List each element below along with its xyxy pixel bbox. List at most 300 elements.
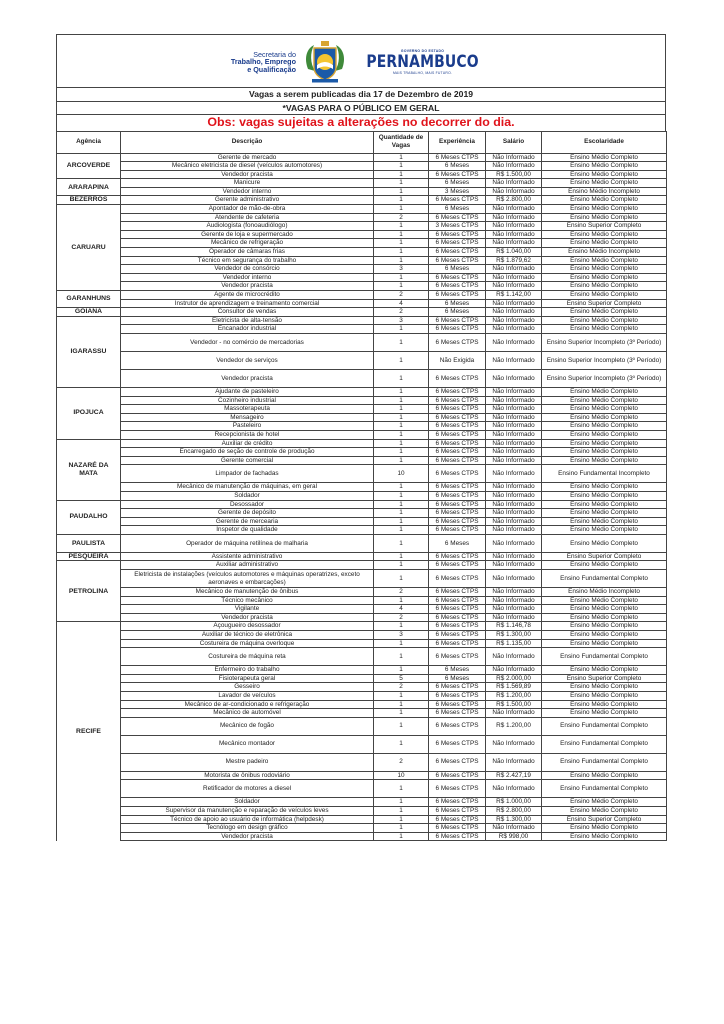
education-cell: Ensino Superior Incompleto (3º Período) — [542, 369, 667, 387]
experience-cell: 6 Meses CTPS — [429, 717, 486, 735]
experience-cell: 6 Meses CTPS — [429, 405, 486, 414]
job-description-cell: Vendedor - no comércio de mercadorias — [121, 333, 374, 351]
education-cell: Ensino Médio Completo — [542, 405, 667, 414]
column-header-escolaridade: Escolaridade — [542, 131, 667, 153]
experience-cell: 6 Meses CTPS — [429, 596, 486, 605]
experience-cell: 6 Meses CTPS — [429, 500, 486, 509]
table-row — [57, 692, 667, 701]
job-description-cell: Apontador de mão-de-obra — [121, 205, 374, 214]
table-row — [57, 674, 667, 683]
job-description-cell: Soldador — [121, 491, 374, 500]
experience-cell: 6 Meses CTPS — [429, 456, 486, 465]
salary-cell: Não Informado — [486, 213, 542, 222]
salary-cell: Não Informado — [486, 666, 542, 675]
job-description-cell: Auxiliar administrativo — [121, 561, 374, 570]
experience-cell: 6 Meses CTPS — [429, 588, 486, 597]
salary-cell: Não Informado — [486, 465, 542, 483]
vacancy-count-cell: 1 — [374, 832, 429, 841]
education-cell: Ensino Fundamental Completo — [542, 753, 667, 771]
vacancy-count-cell: 1 — [374, 717, 429, 735]
job-description-cell: Mecânico de fogão — [121, 717, 374, 735]
vacancy-count-cell: 1 — [374, 709, 429, 718]
salary-cell: Não Informado — [486, 413, 542, 422]
job-description-cell: Costureira de máquina reta — [121, 648, 374, 666]
education-cell: Ensino Médio Completo — [542, 700, 667, 709]
salary-cell: Não Informado — [486, 308, 542, 317]
job-description-cell: Eletricista de instalações (veículos automotores e máquinas operatrizes, exceto aeronaves e embarcações) — [121, 570, 374, 588]
education-cell: Ensino Médio Completo — [542, 325, 667, 334]
salary-cell: R$ 1.146,78 — [486, 622, 542, 631]
table-row — [57, 196, 667, 205]
agency-cell: BEZERROS — [57, 196, 121, 205]
table-row — [57, 333, 667, 351]
secretaria-logo-text — [231, 51, 296, 74]
vacancy-count-cell: 1 — [374, 666, 429, 675]
vacancy-count-cell: 1 — [374, 256, 429, 265]
table-row — [57, 780, 667, 798]
job-description-cell: Cozinheiro industrial — [121, 396, 374, 405]
agency-cell: PAULISTA — [57, 534, 121, 552]
education-cell: Ensino Médio Completo — [542, 430, 667, 439]
table-row — [57, 222, 667, 231]
salary-cell: Não Informado — [486, 605, 542, 614]
vacancy-count-cell: 4 — [374, 605, 429, 614]
agency-cell: CARUARU — [57, 205, 121, 291]
experience-cell: 6 Meses CTPS — [429, 832, 486, 841]
job-description-cell: Gesseiro — [121, 683, 374, 692]
vacancy-count-cell: 2 — [374, 683, 429, 692]
salary-cell: R$ 1.200,00 — [486, 692, 542, 701]
salary-cell: R$ 1.500,00 — [486, 170, 542, 179]
education-cell: Ensino Médio Completo — [542, 456, 667, 465]
education-cell: Ensino Médio Completo — [542, 387, 667, 396]
job-description-cell: Limpador de fachadas — [121, 465, 374, 483]
agency-cell: IGARASSU — [57, 316, 121, 387]
salary-cell: Não Informado — [486, 596, 542, 605]
pernambuco-coat-of-arms-icon — [302, 39, 348, 85]
experience-cell: 6 Meses CTPS — [429, 196, 486, 205]
vacancy-count-cell: 1 — [374, 205, 429, 214]
vacancy-count-cell: 1 — [374, 170, 429, 179]
job-description-cell: Vendedor interno — [121, 273, 374, 282]
vacancies-table — [56, 131, 667, 842]
job-description-cell: Ajudante de pasteleiro — [121, 387, 374, 396]
vacancy-count-cell: 1 — [374, 430, 429, 439]
job-description-cell: Mensageiro — [121, 413, 374, 422]
job-description-cell: Mecânico montador — [121, 735, 374, 753]
salary-cell: R$ 2.000,00 — [486, 674, 542, 683]
education-cell: Ensino Médio Completo — [542, 832, 667, 841]
education-cell: Ensino Médio Completo — [542, 170, 667, 179]
table-row — [57, 683, 667, 692]
job-description-cell: Retificador de motores a diesel — [121, 780, 374, 798]
experience-cell: 6 Meses CTPS — [429, 517, 486, 526]
table-row — [57, 282, 667, 291]
table-row — [57, 308, 667, 317]
education-cell: Ensino Médio Completo — [542, 771, 667, 780]
vacancy-count-cell: 2 — [374, 753, 429, 771]
salary-cell: Não Informado — [486, 500, 542, 509]
table-row — [57, 299, 667, 308]
education-cell: Ensino Médio Completo — [542, 291, 667, 300]
salary-cell: Não Informado — [486, 526, 542, 535]
experience-cell: 6 Meses CTPS — [429, 439, 486, 448]
salary-cell: R$ 2.427,19 — [486, 771, 542, 780]
experience-cell: 6 Meses CTPS — [429, 430, 486, 439]
experience-cell: 6 Meses — [429, 534, 486, 552]
education-cell: Ensino Fundamental Completo — [542, 648, 667, 666]
experience-cell: 6 Meses CTPS — [429, 824, 486, 833]
experience-cell: 6 Meses CTPS — [429, 465, 486, 483]
salary-cell: Não Informado — [486, 552, 542, 561]
experience-cell: 6 Meses CTPS — [429, 692, 486, 701]
table-row — [57, 230, 667, 239]
experience-cell: 3 Meses — [429, 187, 486, 196]
job-description-cell: Auxiliar de crédito — [121, 439, 374, 448]
table-row — [57, 517, 667, 526]
job-description-cell: Vendedor de serviços — [121, 351, 374, 369]
education-cell: Ensino Médio Completo — [542, 509, 667, 518]
salary-cell: Não Informado — [486, 239, 542, 248]
job-description-cell: Inspetor de qualidade — [121, 526, 374, 535]
salary-cell: Não Informado — [486, 273, 542, 282]
table-row — [57, 735, 667, 753]
vacancy-count-cell: 1 — [374, 648, 429, 666]
vacancy-count-cell: 1 — [374, 153, 429, 162]
job-description-cell: Instrutor de aprendizagem e treinamento comercial — [121, 299, 374, 308]
table-row — [57, 179, 667, 188]
experience-cell: 6 Meses CTPS — [429, 552, 486, 561]
table-row — [57, 205, 667, 214]
job-description-cell: Gerente de loja e supermercado — [121, 230, 374, 239]
salary-cell: R$ 1.300,00 — [486, 815, 542, 824]
job-description-cell: Agente de microcrédito — [121, 291, 374, 300]
vacancy-count-cell: 2 — [374, 308, 429, 317]
vacancy-count-cell: 1 — [374, 239, 429, 248]
education-cell: Ensino Médio Completo — [542, 413, 667, 422]
salary-cell: Não Informado — [486, 153, 542, 162]
education-cell: Ensino Médio Completo — [542, 613, 667, 622]
education-cell: Ensino Médio Incompleto — [542, 248, 667, 257]
table-row — [57, 170, 667, 179]
table-header-row — [57, 131, 667, 153]
education-cell: Ensino Médio Completo — [542, 265, 667, 274]
job-description-cell: Mecânico eletricista de diesel (veículos automotores) — [121, 162, 374, 171]
table-row — [57, 413, 667, 422]
table-row — [57, 588, 667, 597]
education-cell: Ensino Superior Completo — [542, 552, 667, 561]
job-description-cell: Manicure — [121, 179, 374, 188]
salary-cell: R$ 1.879,62 — [486, 256, 542, 265]
education-cell: Ensino Médio Completo — [542, 422, 667, 431]
table-row — [57, 631, 667, 640]
salary-cell: Não Informado — [486, 405, 542, 414]
vacancy-count-cell: 1 — [374, 561, 429, 570]
salary-cell: R$ 1.000,00 — [486, 798, 542, 807]
job-description-cell: Costureira de máquina overloque — [121, 639, 374, 648]
vacancy-count-cell: 1 — [374, 230, 429, 239]
salary-cell: R$ 1.142,00 — [486, 291, 542, 300]
salary-cell: Não Informado — [486, 735, 542, 753]
experience-cell: 6 Meses CTPS — [429, 333, 486, 351]
agency-cell: RECIFE — [57, 622, 121, 841]
experience-cell: 6 Meses CTPS — [429, 526, 486, 535]
salary-cell: Não Informado — [486, 282, 542, 291]
education-cell: Ensino Médio Completo — [542, 605, 667, 614]
experience-cell: 6 Meses CTPS — [429, 570, 486, 588]
salary-cell: Não Informado — [486, 316, 542, 325]
salary-cell: R$ 1.300,00 — [486, 631, 542, 640]
governo-pernambuco-logo — [354, 49, 491, 75]
agency-cell: GARANHUNS — [57, 291, 121, 308]
job-description-cell: Mecânico de automóvel — [121, 709, 374, 718]
salary-cell: Não Informado — [486, 534, 542, 552]
vacancy-count-cell: 1 — [374, 780, 429, 798]
document-subtitle: *VAGAS PARA O PÚBLICO EM GERAL — [56, 101, 666, 115]
experience-cell: 6 Meses — [429, 179, 486, 188]
secretaria-line-3: e Qualificação — [247, 64, 296, 74]
vacancy-count-cell: 1 — [374, 333, 429, 351]
education-cell: Ensino Médio Completo — [542, 230, 667, 239]
salary-cell: R$ 2.800,00 — [486, 196, 542, 205]
job-description-cell: Eletricista de alta-tensão — [121, 316, 374, 325]
salary-cell: R$ 2.800,00 — [486, 806, 542, 815]
vacancy-count-cell: 1 — [374, 162, 429, 171]
experience-cell: 6 Meses CTPS — [429, 239, 486, 248]
vacancy-count-cell: 1 — [374, 422, 429, 431]
job-description-cell: Consultor de vendas — [121, 308, 374, 317]
experience-cell: 6 Meses CTPS — [429, 648, 486, 666]
column-header-agencia: Agência — [57, 131, 121, 153]
education-cell: Ensino Médio Completo — [542, 824, 667, 833]
table-row — [57, 717, 667, 735]
salary-cell: R$ 1.135,00 — [486, 639, 542, 648]
salary-cell: Não Informado — [486, 570, 542, 588]
table-row — [57, 491, 667, 500]
table-row — [57, 465, 667, 483]
salary-cell: R$ 998,00 — [486, 832, 542, 841]
table-row — [57, 622, 667, 631]
salary-cell: Não Informado — [486, 265, 542, 274]
education-cell: Ensino Médio Completo — [542, 439, 667, 448]
job-description-cell: Assistente administrativo — [121, 552, 374, 561]
agency-cell: PETROLINA — [57, 561, 121, 622]
salary-cell: Não Informado — [486, 422, 542, 431]
agency-cell: GOIANA — [57, 308, 121, 317]
vacancy-count-cell: 1 — [374, 824, 429, 833]
experience-cell: 6 Meses CTPS — [429, 230, 486, 239]
salary-cell: Não Informado — [486, 561, 542, 570]
education-cell: Ensino Médio Completo — [542, 622, 667, 631]
table-row — [57, 430, 667, 439]
experience-cell: 6 Meses — [429, 205, 486, 214]
experience-cell: 6 Meses CTPS — [429, 771, 486, 780]
education-cell: Ensino Superior Incompleto (3º Período) — [542, 351, 667, 369]
education-cell: Ensino Médio Completo — [542, 273, 667, 282]
vacancy-count-cell: 1 — [374, 439, 429, 448]
vacancy-count-cell: 3 — [374, 316, 429, 325]
table-row — [57, 396, 667, 405]
experience-cell: Não Exigida — [429, 351, 486, 369]
salary-cell: Não Informado — [486, 824, 542, 833]
experience-cell: 6 Meses CTPS — [429, 170, 486, 179]
agency-cell: ARARAPINA — [57, 179, 121, 196]
table-row — [57, 534, 667, 552]
education-cell: Ensino Médio Completo — [542, 561, 667, 570]
job-description-cell: Gerente administrativo — [121, 196, 374, 205]
column-header-salario: Salário — [486, 131, 542, 153]
table-row — [57, 709, 667, 718]
column-header-experiencia: Experiência — [429, 131, 486, 153]
vacancy-count-cell: 10 — [374, 771, 429, 780]
vacancy-count-cell: 3 — [374, 631, 429, 640]
table-row — [57, 439, 667, 448]
job-description-cell: Vendedor pracista — [121, 832, 374, 841]
column-header-descricao: Descrição — [121, 131, 374, 153]
education-cell: Ensino Médio Incompleto — [542, 187, 667, 196]
vacancy-count-cell: 1 — [374, 622, 429, 631]
education-cell: Ensino Médio Completo — [542, 666, 667, 675]
experience-cell: 6 Meses CTPS — [429, 735, 486, 753]
salary-cell: Não Informado — [486, 483, 542, 492]
agency-cell: PAUDALHO — [57, 500, 121, 534]
experience-cell: 6 Meses CTPS — [429, 413, 486, 422]
experience-cell: 6 Meses CTPS — [429, 509, 486, 518]
vacancy-count-cell: 2 — [374, 588, 429, 597]
job-description-cell: Vendedor pracista — [121, 369, 374, 387]
table-row — [57, 596, 667, 605]
experience-cell: 6 Meses CTPS — [429, 369, 486, 387]
experience-cell: 6 Meses CTPS — [429, 753, 486, 771]
education-cell: Ensino Superior Incompleto (3º Período) — [542, 333, 667, 351]
table-row — [57, 256, 667, 265]
job-description-cell: Enfermeiro do trabalho — [121, 666, 374, 675]
salary-cell: Não Informado — [486, 588, 542, 597]
education-cell: Ensino Médio Completo — [542, 683, 667, 692]
job-description-cell: Desossador — [121, 500, 374, 509]
document-title: Vagas a serem publicadas dia 17 de Dezembro de 2019 — [56, 87, 666, 101]
vacancy-count-cell: 1 — [374, 222, 429, 231]
experience-cell: 3 Meses CTPS — [429, 222, 486, 231]
salary-cell: Não Informado — [486, 709, 542, 718]
experience-cell: 6 Meses CTPS — [429, 387, 486, 396]
education-cell: Ensino Médio Completo — [542, 534, 667, 552]
table-row — [57, 570, 667, 588]
education-cell: Ensino Médio Completo — [542, 517, 667, 526]
education-cell: Ensino Médio Completo — [542, 596, 667, 605]
vacancy-count-cell: 1 — [374, 517, 429, 526]
education-cell: Ensino Médio Completo — [542, 500, 667, 509]
vacancy-count-cell: 1 — [374, 700, 429, 709]
experience-cell: 6 Meses — [429, 299, 486, 308]
experience-cell: 6 Meses CTPS — [429, 291, 486, 300]
table-row — [57, 291, 667, 300]
table-row — [57, 422, 667, 431]
table-row — [57, 639, 667, 648]
experience-cell: 6 Meses CTPS — [429, 622, 486, 631]
table-row — [57, 153, 667, 162]
education-cell: Ensino Médio Completo — [542, 448, 667, 457]
vacancy-count-cell: 1 — [374, 509, 429, 518]
education-cell: Ensino Médio Completo — [542, 639, 667, 648]
education-cell: Ensino Médio Completo — [542, 282, 667, 291]
table-row — [57, 832, 667, 841]
job-description-cell: Massoterapeuta — [121, 405, 374, 414]
job-description-cell: Açougueiro desossador — [121, 622, 374, 631]
job-description-cell: Mestre padeiro — [121, 753, 374, 771]
experience-cell: 6 Meses — [429, 674, 486, 683]
education-cell: Ensino Médio Completo — [542, 798, 667, 807]
job-description-cell: Atendente de cafeteria — [121, 213, 374, 222]
table-row — [57, 753, 667, 771]
table-row — [57, 213, 667, 222]
education-cell: Ensino Fundamental Incompleto — [542, 465, 667, 483]
job-description-cell: Auxiliar de técnico de eletrônica — [121, 631, 374, 640]
salary-cell: Não Informado — [486, 456, 542, 465]
table-row — [57, 448, 667, 457]
vacancy-count-cell: 10 — [374, 465, 429, 483]
experience-cell: 6 Meses CTPS — [429, 248, 486, 257]
salary-cell: Não Informado — [486, 351, 542, 369]
education-cell: Ensino Médio Completo — [542, 316, 667, 325]
job-description-cell: Gerente de depósito — [121, 509, 374, 518]
experience-cell: 6 Meses CTPS — [429, 780, 486, 798]
experience-cell: 6 Meses CTPS — [429, 422, 486, 431]
table-row — [57, 806, 667, 815]
job-description-cell: Mecânico de refrigeração — [121, 239, 374, 248]
agency-cell: ARCOVERDE — [57, 153, 121, 179]
education-cell: Ensino Médio Incompleto — [542, 588, 667, 597]
experience-cell: 6 Meses CTPS — [429, 448, 486, 457]
education-cell: Ensino Médio Completo — [542, 256, 667, 265]
education-cell: Ensino Médio Completo — [542, 153, 667, 162]
salary-cell: Não Informado — [486, 648, 542, 666]
experience-cell: 6 Meses CTPS — [429, 325, 486, 334]
salary-cell: Não Informado — [486, 517, 542, 526]
education-cell: Ensino Médio Completo — [542, 631, 667, 640]
vacancy-count-cell: 1 — [374, 456, 429, 465]
experience-cell: 6 Meses CTPS — [429, 613, 486, 622]
job-description-cell: Tecnólogo em design gráfico — [121, 824, 374, 833]
vacancy-count-cell: 1 — [374, 196, 429, 205]
job-description-cell: Técnico de apoio ao usuário de informática (helpdesk) — [121, 815, 374, 824]
vacancy-count-cell: 1 — [374, 534, 429, 552]
job-description-cell: Vigilante — [121, 605, 374, 614]
vacancy-count-cell: 1 — [374, 413, 429, 422]
vacancy-count-cell: 1 — [374, 806, 429, 815]
job-description-cell: Técnico mecânico — [121, 596, 374, 605]
vacancy-count-cell: 1 — [374, 405, 429, 414]
education-cell: Ensino Médio Completo — [542, 396, 667, 405]
job-description-cell: Mecânico de ar-condicionado e refrigeração — [121, 700, 374, 709]
job-description-cell: Gerente de mercado — [121, 153, 374, 162]
experience-cell: 6 Meses CTPS — [429, 273, 486, 282]
salary-cell: Não Informado — [486, 369, 542, 387]
job-description-cell: Soldador — [121, 798, 374, 807]
education-cell: Ensino Médio Completo — [542, 491, 667, 500]
salary-cell: Não Informado — [486, 491, 542, 500]
education-cell: Ensino Médio Completo — [542, 196, 667, 205]
vacancy-count-cell: 1 — [374, 483, 429, 492]
education-cell: Ensino Fundamental Completo — [542, 780, 667, 798]
governo-tagline: MAIS TRABALHO, MAIS FUTURO. — [393, 71, 453, 75]
salary-cell: R$ 1.200,00 — [486, 717, 542, 735]
education-cell: Ensino Médio Completo — [542, 526, 667, 535]
vacancy-count-cell: 1 — [374, 692, 429, 701]
experience-cell: 6 Meses CTPS — [429, 798, 486, 807]
vacancy-count-cell: 1 — [374, 552, 429, 561]
experience-cell: 6 Meses CTPS — [429, 605, 486, 614]
